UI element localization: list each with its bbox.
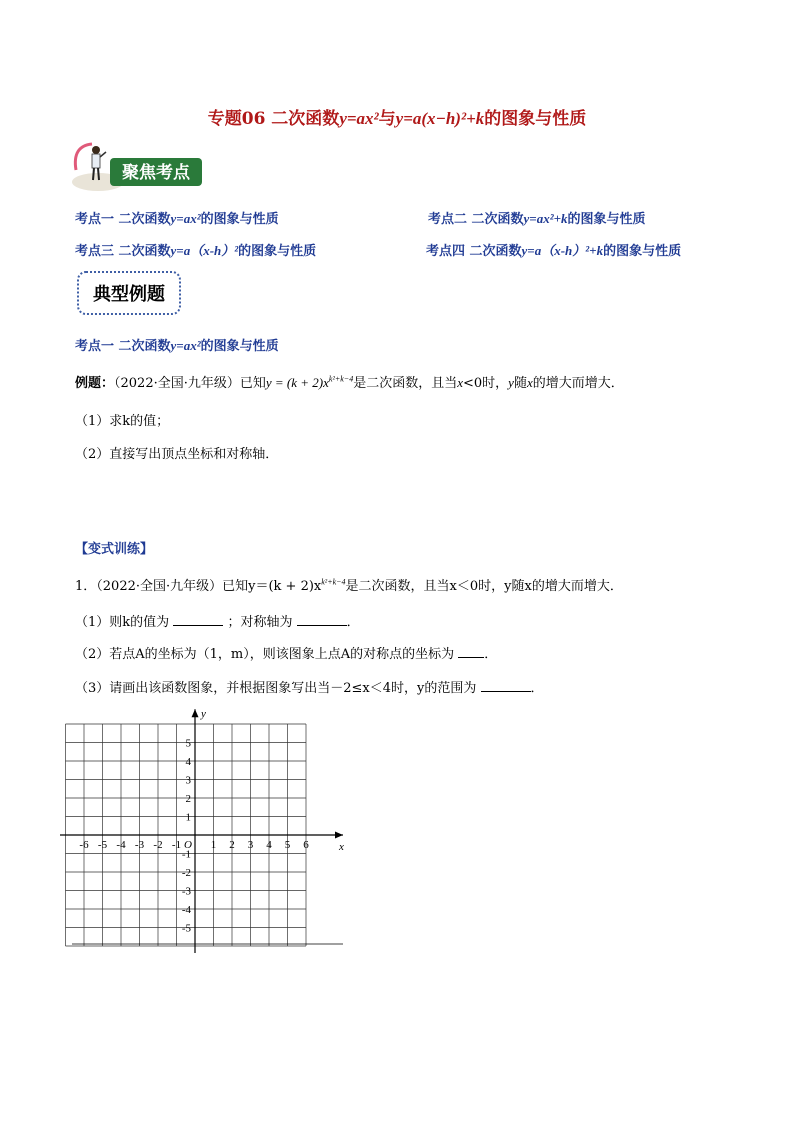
example-line xyxy=(75,372,624,391)
example-cond1: 是二次函数，且当 xyxy=(353,376,458,391)
example-x: x xyxy=(457,375,463,390)
example-source: （2022·全国·九年级）已知 xyxy=(114,376,266,391)
x-axis-label: x xyxy=(339,841,344,853)
topic-2 xyxy=(428,208,646,227)
section-prefix: 考点一 二次函数 xyxy=(75,339,171,354)
topic-1-suffix: 的图象与性质 xyxy=(200,212,279,227)
example-cond4: 的增大而增大． xyxy=(532,376,624,391)
title-formula-1: y=ax² xyxy=(339,109,379,128)
answer-blank-axis[interactable] xyxy=(297,613,347,626)
topic-4-formula: y=a（x-h）²+k xyxy=(521,243,604,258)
variant-q1-c: ． xyxy=(346,615,360,630)
example-exponent: k²+k−4 xyxy=(328,374,354,384)
topic-1-formula: y=ax² xyxy=(170,211,201,226)
section-heading xyxy=(75,335,279,354)
y-tick-label: 1 xyxy=(185,811,191,824)
x-tick-label: 2 xyxy=(229,839,235,851)
topic-1-prefix: 考点一 二次函数 xyxy=(75,212,171,227)
example-y: y xyxy=(508,375,514,390)
variant-q2-a: （2）若点A的坐标为（1，m），则该图象上点A的对称点的坐标为 xyxy=(75,647,455,662)
answer-blank-k[interactable] xyxy=(173,613,223,626)
y-tick-label: 2 xyxy=(185,793,191,805)
y-axis-label: y xyxy=(201,708,206,721)
y-tick-label: 3 xyxy=(185,774,191,787)
variant-line1-text: 1．（2022·全国·九年级）已知y＝(k + 2)x xyxy=(75,579,322,594)
variant-q1 xyxy=(75,611,360,630)
example-cond3: 随 xyxy=(513,376,527,391)
title-suffix: 的图象与性质 xyxy=(484,109,587,129)
topic-4 xyxy=(426,240,681,259)
example-q2: （2）直接写出顶点坐标和对称轴． xyxy=(75,447,279,462)
topic-3-formula: y=a（x-h）² xyxy=(170,243,239,258)
variant-q3 xyxy=(75,677,544,696)
variant-q2 xyxy=(75,643,497,662)
x-tick-label: -1 xyxy=(171,839,182,851)
banner-label: 聚焦考点 xyxy=(122,163,190,183)
origin-label: O xyxy=(184,839,192,851)
variant-label: 【变式训练】 xyxy=(75,542,154,557)
page-title xyxy=(0,104,794,129)
y-axis-arrow-icon xyxy=(192,709,199,717)
topic-2-suffix: 的图象与性质 xyxy=(567,212,646,227)
x-tick-label: 1 xyxy=(210,839,217,851)
topic-2-prefix: 考点二 二次函数 xyxy=(428,212,524,227)
y-tick-label: 4 xyxy=(185,756,191,768)
title-formula-2: y=a(x−h)²+k xyxy=(395,109,485,128)
x-axis-arrow-icon xyxy=(335,832,343,839)
topic-4-suffix: 的图象与性质 xyxy=(603,244,682,259)
title-mid: 与 xyxy=(378,109,396,129)
examples-box: 典型例题 xyxy=(77,271,181,315)
y-tick-label: -2 xyxy=(181,867,191,879)
topic-4-prefix: 考点四 二次函数 xyxy=(426,244,522,259)
example-cond2: <0时， xyxy=(462,376,509,391)
variant-q2-b: ． xyxy=(484,647,498,662)
focus-banner xyxy=(70,140,205,196)
y-tick-label: -3 xyxy=(181,885,191,898)
banner-ribbon-icon xyxy=(75,144,92,170)
y-tick-label: 5 xyxy=(185,737,191,750)
x-tick-label: -2 xyxy=(153,839,163,851)
title-prefix: 专题06 二次函数 xyxy=(207,109,340,129)
answer-blank-point[interactable] xyxy=(458,645,484,658)
coordinate-grid xyxy=(60,708,360,953)
variant-q3-b: ． xyxy=(530,681,544,696)
variant-exponent: k²+k−4 xyxy=(321,577,346,587)
y-tick-label: -4 xyxy=(181,904,191,916)
topic-3 xyxy=(75,240,316,259)
example-x-2: x xyxy=(526,375,533,390)
x-tick-label: -6 xyxy=(79,839,89,851)
variant-q1-a: （1）则k的值为 xyxy=(75,615,170,630)
x-tick-label: 6 xyxy=(303,839,309,851)
x-tick-label: -5 xyxy=(97,839,108,851)
variant-line1 xyxy=(75,575,623,594)
example-formula: y = (k + 2)x xyxy=(265,375,329,390)
topic-3-suffix: 的图象与性质 xyxy=(238,244,317,259)
variant-q1-b: ；对称轴为 xyxy=(227,615,293,630)
variant-q3-a: （3）请画出该函数图象，并根据图象写出当－2≤x＜4时，y的范围为 xyxy=(75,681,477,696)
topic-1 xyxy=(75,208,279,227)
x-tick-label: -3 xyxy=(134,839,145,851)
x-tick-label: 4 xyxy=(266,839,272,851)
x-tick-label: -4 xyxy=(116,839,126,851)
example-q1: （1）求k的值； xyxy=(75,414,170,429)
topic-3-prefix: 考点三 二次函数 xyxy=(75,244,171,259)
x-tick-label: 5 xyxy=(284,839,291,851)
section-suffix: 的图象与性质 xyxy=(200,339,279,354)
variant-line1-cont: 是二次函数，且当x＜0时，y随x的增大而增大． xyxy=(345,579,623,594)
y-tick-label: -5 xyxy=(181,922,191,935)
answer-blank-range[interactable] xyxy=(481,679,531,692)
x-tick-label: 3 xyxy=(247,839,254,851)
example-label: 例题： xyxy=(75,376,115,391)
section-formula: y=ax² xyxy=(170,338,201,353)
topic-2-formula: y=ax²+k xyxy=(523,211,568,226)
y-tick-label: -1 xyxy=(181,848,191,861)
